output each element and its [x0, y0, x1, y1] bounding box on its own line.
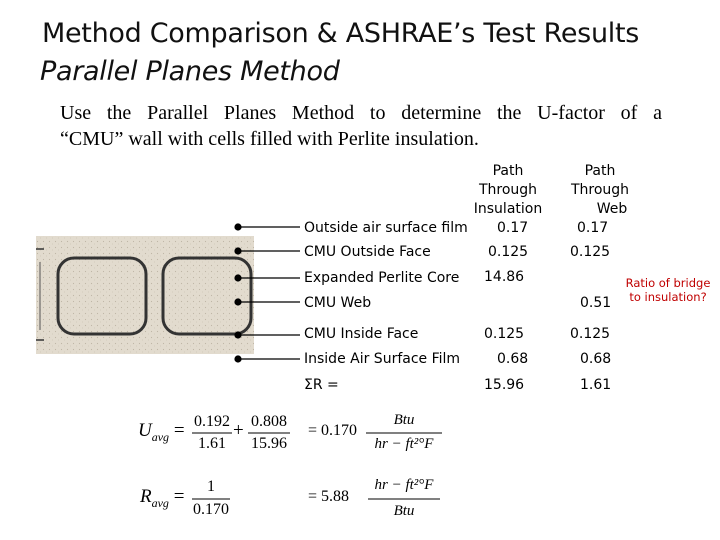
cmu-cell-left: [58, 258, 146, 334]
formula-u-num2: 0.808: [251, 413, 287, 430]
bridge-ratio-note-line: Ratio of bridge: [625, 276, 711, 290]
intro-line-1: Use the Parallel Planes Method to determine the U-factor of a: [60, 102, 662, 124]
formula-r-unit-num: hr − ft²°F: [374, 477, 434, 493]
column-header-web-line: Web: [596, 201, 628, 217]
value-web: 0.68: [580, 351, 612, 367]
value-insulation: 0.68: [497, 351, 529, 367]
column-header-web-line: Path: [584, 163, 616, 179]
column-header-web: [560, 162, 640, 219]
formula-r-num: 1: [207, 478, 215, 495]
column-header-insulation-line: Path: [492, 163, 524, 179]
intro-line-2: “CMU” wall with cells filled with Perlite insulation.: [60, 128, 479, 150]
column-header-insulation-line: Through: [478, 182, 538, 198]
formula-u-unit-num: Btu: [393, 412, 415, 428]
value-insulation: 0.125: [484, 326, 525, 342]
bridge-ratio-note-line: to insulation?: [629, 290, 707, 304]
formula-r-lhs: $R_{avg}$ =: [140, 486, 185, 510]
row-label: Outside air surface film: [304, 220, 468, 236]
formula-u-den1: 1.61: [198, 435, 226, 452]
row-label: CMU Outside Face: [304, 244, 431, 260]
column-header-insulation: [468, 162, 548, 219]
value-insulation: 0.17: [497, 220, 529, 236]
bridge-ratio-note: [620, 276, 716, 304]
value-web: 0.17: [577, 220, 609, 236]
value-web: 0.51: [580, 295, 612, 311]
value-web: 0.125: [570, 326, 611, 342]
formula-r-subscript: avg: [151, 495, 169, 510]
row-label: CMU Web: [304, 295, 372, 311]
value-insulation: 0.125: [488, 244, 529, 260]
slide-subtitle: Parallel Planes Method: [40, 56, 340, 87]
row-label: CMU Inside Face: [304, 326, 419, 342]
formula-r-symbol: R: [140, 486, 152, 507]
value-insulation-sum: 15.96: [484, 377, 525, 393]
row-label: Expanded Perlite Core: [304, 270, 460, 286]
slide-title: Method Comparison & ASHRAE’s Test Results: [42, 18, 640, 49]
cmu-cell-right: [163, 258, 251, 334]
formula-u-subscript: avg: [151, 429, 170, 444]
column-header-insulation-line: Insulation: [473, 201, 543, 217]
formula-r-den: 0.170: [193, 501, 229, 518]
row-label: Inside Air Surface Film: [304, 351, 461, 367]
formula-u-symbol: U: [138, 420, 152, 441]
value-web-sum: 1.61: [580, 377, 612, 393]
formula-u-lhs: $U_{avg}$ =: [138, 420, 185, 444]
formula-u-unit-den: hr − ft²°F: [374, 436, 434, 452]
row-label-sum: ΣR =: [304, 377, 339, 393]
formula-r-unit-den: Btu: [393, 503, 415, 519]
formula-u-result: = 0.170: [308, 422, 358, 439]
formula-r-result: = 5.88: [308, 488, 350, 505]
value-web: 0.125: [570, 244, 611, 260]
formula-u-plus: +: [233, 420, 244, 441]
value-insulation: 14.86: [484, 269, 525, 285]
formula-u-num1: 0.192: [194, 413, 230, 430]
column-header-web-line: Through: [570, 182, 630, 198]
formula-u-den2: 15.96: [251, 435, 287, 452]
